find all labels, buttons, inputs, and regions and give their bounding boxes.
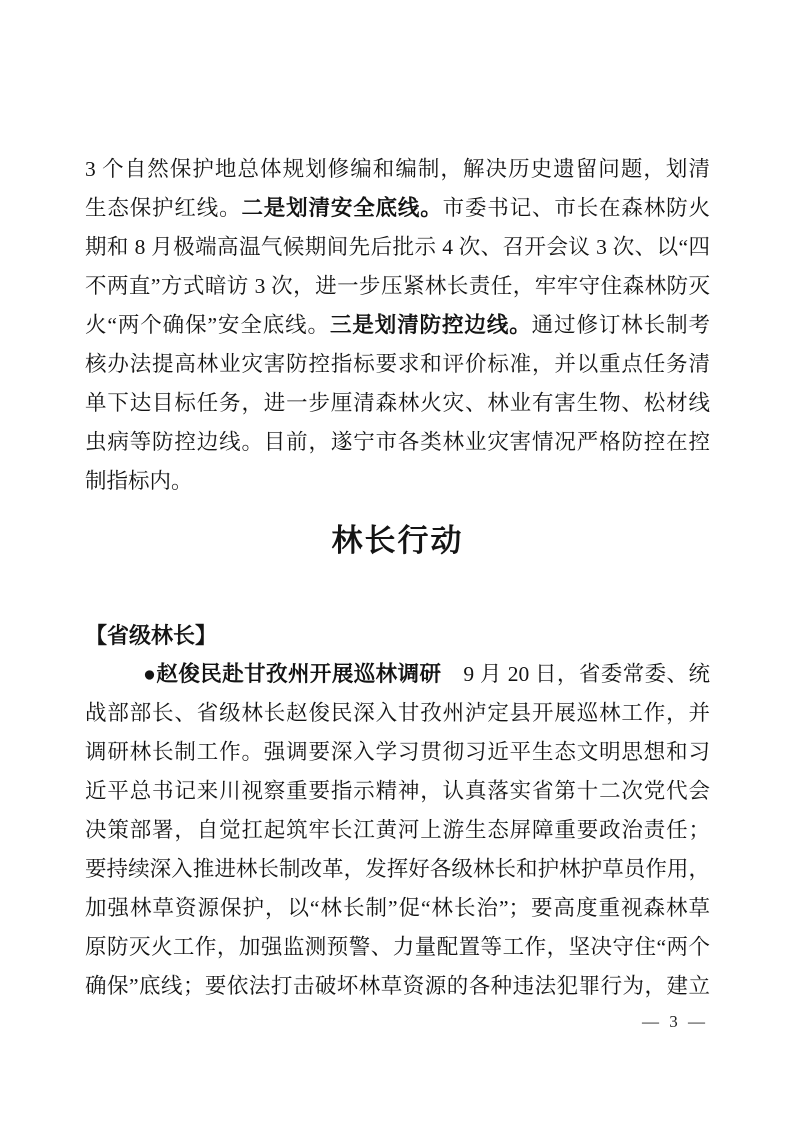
document-content [85, 150, 710, 1006]
text-segment: 9 月 20 日，省委常委、统 [441, 662, 710, 686]
text-line [85, 889, 710, 928]
text-segment: 确保”底线；要依法打击破坏林草资源的各种违法犯罪行为，建立 [85, 974, 710, 998]
text-line [85, 694, 710, 733]
page-number: — 3 — [642, 1012, 708, 1031]
text-segment: 通过修订林长制考 [531, 313, 710, 337]
text-segment: 近平总书记来川视察重要指示精神，认真落实省第十二次党代会 [85, 779, 710, 803]
text-line [85, 306, 710, 345]
text-segment: 火“两个确保”安全底线。 [85, 313, 330, 337]
text-segment: 原防灭火工作，加强监测预警、力量配置等工作，坚决守住“两个 [85, 935, 710, 959]
text-segment: 战部部长、省级林长赵俊民深入甘孜州泸定县开展巡林工作，并 [85, 701, 710, 725]
text-segment: 加强林草资源保护，以“林长制”促“林长治”；要高度重视森林草 [85, 896, 710, 920]
text-segment: 期和 8 月极端高温气候期间先后批示 4 次、召开会议 3 次、以“四 [85, 235, 710, 259]
text-line [85, 772, 710, 811]
text-segment: 不两直”方式暗访 3 次，进一步压紧林长责任，牢牢守住森林防灭 [85, 274, 710, 298]
text-line [85, 267, 710, 306]
text-line [85, 967, 710, 1006]
text-line [85, 189, 710, 228]
text-line [85, 384, 710, 423]
text-segment: 3 个自然保护地总体规划修编和编制，解决历史遗留问题，划清 [85, 157, 710, 181]
text-segment: 调研林长制工作。强调要深入学习贯彻习近平生态文明思想和习 [85, 740, 710, 764]
bold-text-segment: ●赵俊民赴甘孜州开展巡林调研 [143, 662, 442, 686]
para-overview [85, 150, 710, 501]
text-line [85, 228, 710, 267]
text-line [85, 423, 710, 462]
para-news-item [85, 655, 710, 1006]
text-line [85, 655, 710, 694]
subsection-heading: 【省级林长】 [85, 623, 218, 648]
text-segment: 虫病等防控边线。目前，遂宁市各类林业灾害情况严格防控在控 [85, 430, 710, 454]
text-segment: 决策部署，自觉扛起筑牢长江黄河上游生态屏障重要政治责任； [85, 818, 710, 842]
text-line [85, 462, 710, 501]
text-segment: 生态保护红线。 [85, 196, 242, 220]
section-heading: 林长行动 [331, 523, 464, 558]
text-line [85, 850, 710, 889]
bold-text-segment: 三是划清防控边线。 [329, 313, 532, 337]
text-line [85, 345, 710, 384]
text-segment: 单下达目标任务，进一步厘清森林火灾、林业有害生物、松材线 [85, 391, 710, 415]
text-line [85, 733, 710, 772]
text-segment: 核办法提高林业灾害防控指标要求和评价标准，并以重点任务清 [85, 352, 710, 376]
text-segment: 制指标内。 [85, 469, 193, 493]
text-segment: 要持续深入推进林长制改革，发挥好各级林长和护林护草员作用， [85, 857, 710, 881]
text-segment: 市委书记、市长在森林防火 [442, 196, 710, 220]
text-line [85, 150, 710, 189]
text-line [85, 811, 710, 850]
text-line [85, 928, 710, 967]
bold-text-segment: 二是划清安全底线。 [241, 196, 443, 220]
